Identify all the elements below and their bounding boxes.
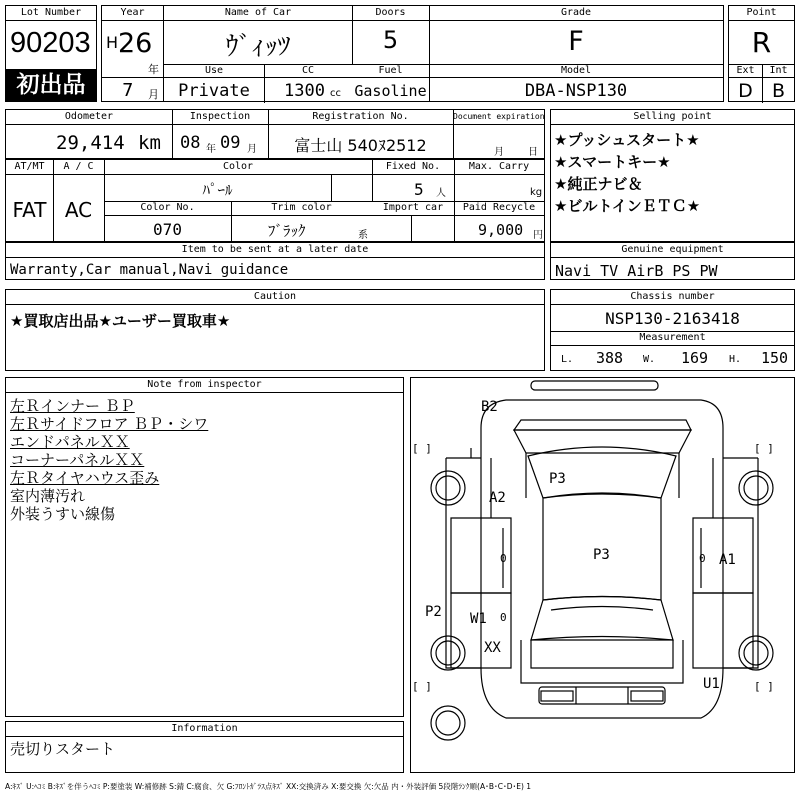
ac-label: A / C (53, 160, 104, 175)
inspection-year: 08 (180, 133, 201, 153)
point-box (728, 5, 795, 102)
doc-expiration-day: 日 (528, 147, 538, 158)
inspector-note: 外装うすい線傷 (10, 505, 116, 523)
later-items-label: Item to be sent at a later date (6, 243, 544, 258)
measurement-w-label: W. (643, 354, 656, 365)
inspector-note: 左Ｒタイヤハウス歪み (10, 469, 160, 487)
inspection-label: Inspection (172, 110, 268, 125)
legend-footer: A:ｷｽﾞ U:ﾍｺﾐ B:ｷｽﾞを伴うﾍｺﾐ P:要塗装 W:補修跡 S:錆 C:腐食、欠 G:ﾌﾛﾝﾄｶﾞﾗｽ点ｷｽﾞ XX:交換済み X:要交換 欠:欠品 内・外装評価 5段階ﾗﾝｸ順(A･B･C･D･E) 1 (5, 782, 532, 791)
max-carry-label: Max. Carry (454, 160, 544, 175)
use-value: Private (178, 81, 250, 101)
int-label: Int (762, 64, 795, 78)
selling-point-label: Selling point (551, 110, 794, 125)
registration-value: 富士山 540ﾇ2512 (294, 136, 427, 155)
inspection-month-unit: 月 (247, 144, 257, 155)
mark-a2: A2 (489, 490, 506, 506)
inspector-note: 室内薄汚れ (10, 487, 86, 505)
selling-point-line: ★ビルトインＥＴＣ★ (554, 197, 701, 215)
mark-p3-top: P3 (549, 471, 566, 487)
chassis-value: NSP130-2163418 (605, 309, 740, 328)
month-unit: 月 (148, 88, 159, 101)
measurement-l-label: L. (561, 354, 574, 365)
cc-value: 1300 (284, 81, 325, 101)
genuine-equipment-label: Genuine equipment (551, 243, 794, 258)
inspection-month: 09 (220, 133, 241, 153)
odometer-label: Odometer (6, 110, 172, 125)
fixed-no-label: Fixed No. (372, 160, 454, 175)
information-label: Information (6, 722, 403, 737)
max-carry-unit: kg (530, 187, 543, 198)
measurement-label: Measurement (551, 331, 794, 346)
inspector-note: エンドパネルＸＸ (10, 433, 130, 451)
color-no-value: 070 (153, 220, 182, 239)
lot-number-box (5, 5, 97, 102)
paid-recycle-unit: 円 (533, 230, 543, 241)
color-label: Color (104, 160, 372, 175)
inspection-year-unit: 年 (206, 144, 216, 155)
selling-point-line: ★プッシュスタート★ (554, 131, 700, 149)
import-car-label: Import car (372, 201, 454, 216)
measurement-h-label: H. (729, 354, 742, 365)
model-label: Model (429, 64, 723, 78)
first-listing-badge: 初出品 (6, 69, 96, 102)
grade-value: F (568, 26, 584, 57)
fuel-value: Gasoline (354, 82, 427, 100)
bracket-right-rear: [ ] (754, 680, 774, 693)
registration-label: Registration No. (268, 110, 453, 125)
point-label: Point (729, 6, 794, 21)
atmt-label: AT/MT (6, 160, 53, 175)
point-value: R (751, 26, 772, 59)
year-value: 26 (118, 28, 153, 59)
odometer-unit: km (138, 132, 161, 154)
mark-zero-right: 0 (699, 552, 706, 565)
inspector-note: コーナーパネルＸＸ (10, 451, 145, 469)
caution-value: ★買取店出品★ユーザー買取車★ (10, 312, 231, 330)
grade-label: Grade (429, 6, 723, 21)
chassis-box (550, 289, 795, 371)
fixed-no-unit: 人 (436, 188, 446, 199)
paid-recycle-label: Paid Recycle (454, 201, 544, 216)
inspector-notes-box (5, 377, 404, 717)
trim-color-label: Trim color (231, 201, 372, 216)
color-no-label: Color No. (104, 201, 231, 216)
car-diagram (410, 377, 795, 773)
bracket-left-front: [ ] (412, 442, 432, 455)
lot-number-label: Lot Number (6, 6, 96, 21)
chassis-label: Chassis number (551, 290, 794, 305)
doors-value: 5 (382, 26, 399, 54)
mark-a1: A1 (719, 552, 736, 568)
year-box (101, 5, 164, 102)
inspector-note: 左Ｒインナー ＢＰ (10, 397, 135, 415)
fuel-label: Fuel (352, 64, 429, 78)
year-era: H (106, 33, 119, 52)
paid-recycle-value: 9,000 (478, 221, 524, 239)
bracket-left-rear: [ ] (412, 680, 432, 693)
mark-zero-left: 0 (500, 552, 507, 565)
trim-color-suffix: 系 (358, 230, 368, 241)
later-items-box (5, 242, 545, 280)
mark-p2: P2 (425, 604, 442, 620)
genuine-equipment-value: Navi TV AirB PS PW (555, 262, 718, 280)
month-value: 7 (122, 80, 134, 101)
later-items-value: Warranty,Car manual,Navi guidance (10, 262, 289, 278)
ac-value: AC (64, 198, 93, 222)
name-of-car-label: Name of Car (164, 6, 352, 21)
car-outline-svg (411, 378, 794, 772)
ext-value: D (738, 80, 753, 102)
information-value: 売切りスタート (10, 740, 116, 758)
use-label: Use (164, 64, 264, 78)
trim-color-value: ﾌﾞﾗｯｸ (268, 222, 306, 240)
lot-number-value: 90203 (10, 27, 91, 59)
year-label: Year (102, 6, 163, 21)
ext-label: Ext (729, 64, 762, 78)
color-value: ﾊﾟｰﾙ (202, 181, 233, 199)
mark-b2: B2 (481, 399, 498, 415)
cc-label: CC (264, 64, 352, 78)
atmt-value: FAT (12, 198, 47, 222)
mark-zero-left-rear: 0 (500, 611, 507, 624)
doors-label: Doors (352, 6, 429, 21)
selling-point-line: ★純正ナビ＆ (554, 175, 643, 193)
doc-expiration-month: 月 (494, 147, 504, 158)
mark-p3-center: P3 (593, 547, 610, 563)
year-unit: 年 (148, 63, 159, 76)
mark-w1: W1 (470, 611, 487, 627)
genuine-equipment-box (550, 242, 795, 280)
doc-expiration-label: Document expiration (453, 110, 544, 125)
mark-u1: U1 (703, 676, 720, 692)
car-name-value: ｳﾞｨｯﾂ (225, 32, 291, 62)
odometer-value: 29,414 (56, 132, 125, 154)
selling-point-box (550, 109, 795, 242)
int-value: B (771, 80, 786, 102)
bracket-right-front: [ ] (754, 442, 774, 455)
information-box (5, 721, 404, 773)
inspector-notes-label: Note from inspector (6, 378, 403, 393)
mark-xx: XX (484, 640, 501, 656)
odometer-row (5, 109, 545, 159)
car-info-box (163, 5, 724, 102)
spec-block (5, 159, 545, 242)
caution-label: Caution (6, 290, 544, 305)
measurement-h-value: 150 (761, 349, 789, 367)
caution-box (5, 289, 545, 371)
model-value: DBA-NSP130 (524, 81, 628, 101)
measurement-w-value: 169 (681, 349, 709, 367)
cc-unit: cc (330, 88, 341, 99)
selling-point-line: ★スマートキー★ (554, 153, 671, 171)
measurement-l-value: 388 (596, 349, 624, 367)
inspector-note: 左Ｒサイドフロア ＢＰ・シワ (10, 415, 209, 433)
fixed-no-value: 5 (414, 180, 424, 199)
